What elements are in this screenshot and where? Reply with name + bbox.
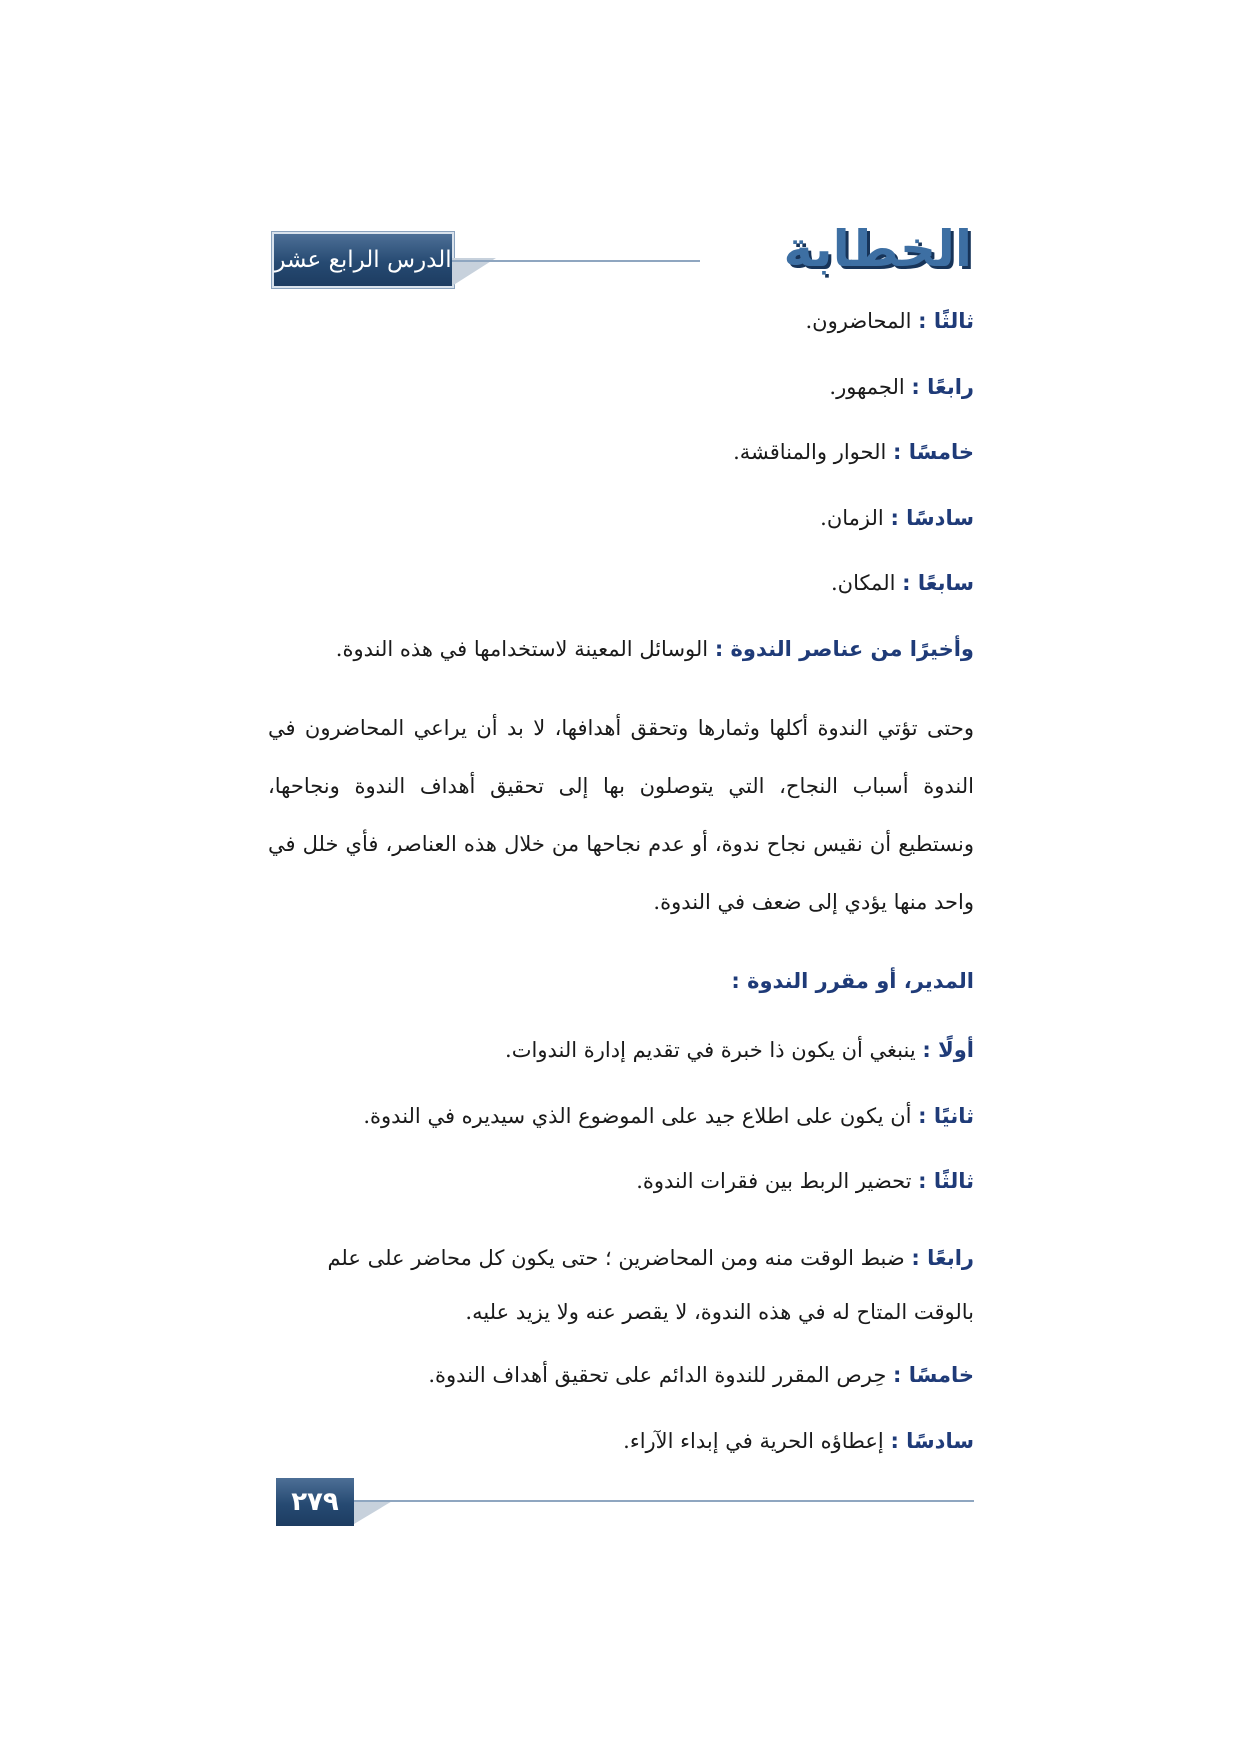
list-item bbox=[268, 1100, 974, 1134]
footer-wedge bbox=[354, 1500, 394, 1524]
item-label: سابعًا : bbox=[902, 571, 974, 596]
list-item bbox=[268, 436, 974, 470]
item-text: إعطاؤه الحرية في إبداء الآراء. bbox=[623, 1428, 884, 1453]
header-wedge bbox=[452, 258, 496, 286]
lesson-badge: الدرس الرابع عشر bbox=[272, 232, 454, 288]
item-text: أن يكون على اطلاع جيد على الموضوع الذي سيديره في الندوة. bbox=[363, 1103, 912, 1128]
item-text: المحاضرون. bbox=[805, 309, 912, 333]
item-text: حِرص المقرر للندوة الدائم على تحقيق أهداف الندوة. bbox=[428, 1362, 887, 1387]
item-text: تحضير الربط بين فقرات الندوة. bbox=[636, 1169, 912, 1194]
item-label: ثالثًا : bbox=[918, 1169, 974, 1194]
list-item bbox=[268, 305, 974, 339]
item-text: الوسائل المعينة لاستخدامها في هذه الندوة. bbox=[335, 636, 709, 661]
item-label: وأخيرًا من عناصر الندوة : bbox=[714, 636, 974, 661]
header-divider bbox=[452, 260, 700, 262]
item-text: الحوار والمناقشة. bbox=[733, 440, 887, 465]
section-heading: المدير، أو مقرر الندوة : bbox=[731, 968, 974, 993]
item-text: الجمهور. bbox=[829, 374, 905, 399]
item-text: المكان. bbox=[830, 571, 896, 596]
item-text: ينبغي أن يكون ذا خبرة في تقديم إدارة الندوات. bbox=[505, 1038, 916, 1063]
body-paragraph: وحتى تؤتي الندوة أكلها وثمارها وتحقق أهدافها، لا بد أن يراعي المحاضرون في الندوة أسباب النجاح، التي يتوصلون بها إلى تحقيق أهداف الندوة ونجاحها، ونستطيع أن نقيس نجاح ندوة، أو عدم نجاحها من خلال هذه العناصر، فأي خلل في واحد منها يؤدي إلى ضعف في الندوة. bbox=[268, 715, 974, 914]
list-item bbox=[268, 567, 974, 601]
list-item bbox=[268, 1359, 974, 1393]
item-label: رابعًا : bbox=[911, 374, 974, 399]
item-label: ثالثًا : bbox=[918, 309, 974, 333]
list-item bbox=[268, 1231, 974, 1339]
item-label: خامسًا : bbox=[893, 440, 974, 465]
item-label: سادسًا : bbox=[890, 1428, 974, 1453]
item-text: ضبط الوقت منه ومن المحاضرين ؛ حتى يكون كل محاضر على علم بالوقت المتاح له في هذه الندوة، لا يقصر عنه ولا يزيد عليه. bbox=[327, 1245, 974, 1324]
item-label: سادسًا : bbox=[890, 505, 974, 530]
list-item bbox=[268, 1425, 974, 1459]
list-item bbox=[268, 1165, 974, 1199]
page-footer bbox=[276, 1478, 974, 1528]
page-header bbox=[272, 220, 972, 292]
item-label: أولًا : bbox=[922, 1038, 974, 1063]
item-label: رابعًا : bbox=[911, 1245, 974, 1270]
item-label: ثانيًا : bbox=[918, 1103, 974, 1128]
page-number: ٢٧٩ bbox=[276, 1478, 354, 1526]
item-label: خامسًا : bbox=[893, 1362, 974, 1387]
list-item bbox=[268, 371, 974, 405]
page-content bbox=[268, 305, 974, 1490]
list-item bbox=[268, 502, 974, 536]
list-item bbox=[268, 1034, 974, 1068]
book-title: الخطابة bbox=[783, 220, 972, 278]
list-item bbox=[268, 633, 974, 667]
item-text: الزمان. bbox=[820, 505, 884, 530]
footer-divider bbox=[354, 1500, 974, 1502]
